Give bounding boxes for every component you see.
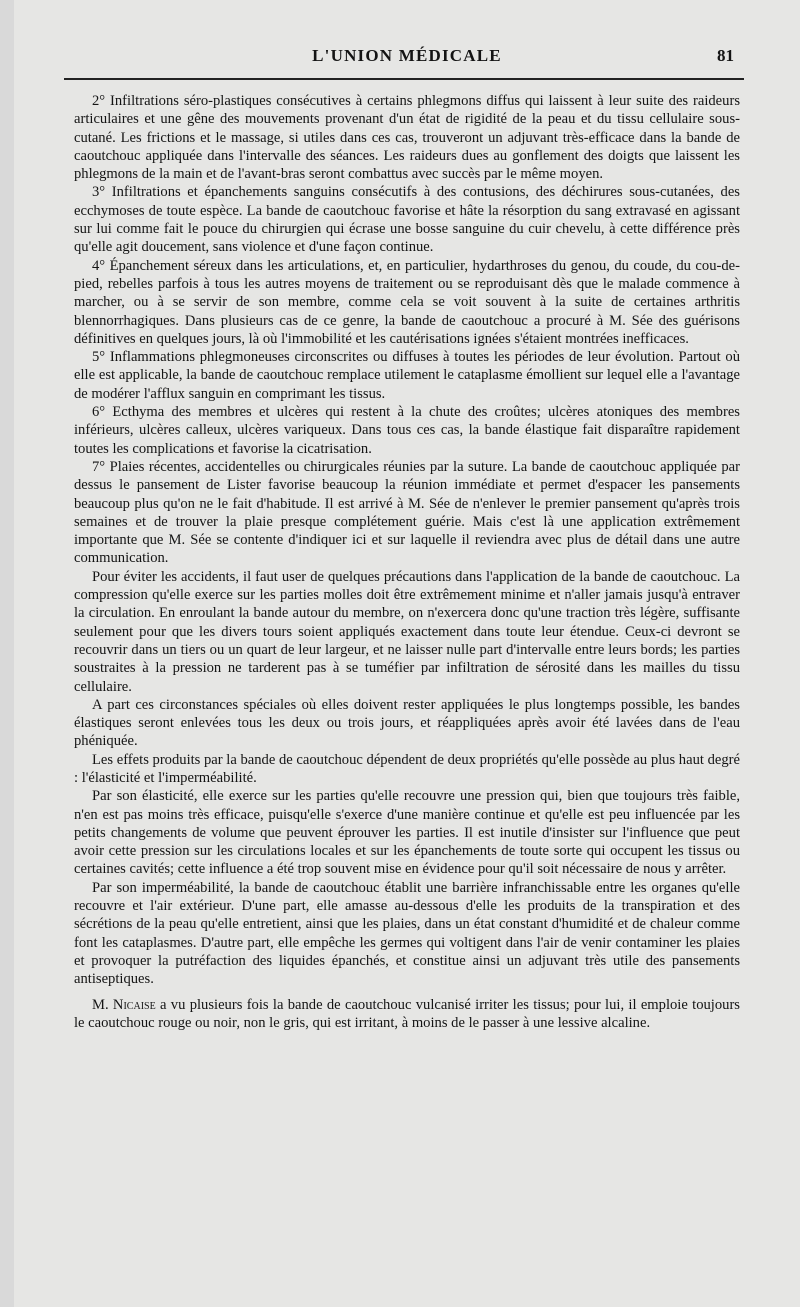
- paragraph: 4° Épanchement séreux dans les articulations, et, en particulier, hydarthroses du genou, du coude, du cou-de-pied, rebelles parfois à tous les autres moyens de traitement ou se reproduisant dès que le malade commence à marcher, ou à se servir de son membre, comme cela se voit souvent à la suite de certaines arthritis blennorrhagiques. Dans plusieurs cas de ce genre, la bande de caoutchouc a procuré à M. Sée des guérisons définitives en quelques jours, là où l'immobilité et les cautérisations ignées s'étaient montrées inefficaces.: [74, 257, 740, 347]
- speaker-name: M. Nicaise: [92, 996, 156, 1013]
- page-number: 81: [717, 46, 734, 65]
- paragraph: A part ces circonstances spéciales où elles doivent rester appliquées le plus longtemps possible, les bandes élastiques seront enlevées tous les deux ou trois jours, et réappliquées après avoir été lavées dans de l'eau phéniquée.: [74, 696, 740, 750]
- paragraph: Par son élasticité, elle exerce sur les parties qu'elle recouvre une pression qui, bien que toujours très faible, n'en est pas moins très efficace, puisqu'elle s'exerce d'une manière continue et qu'elle est peu influencée par les petits changements de volume que peuvent éprouver les parties. Il est inutile d'insister sur l'influence que peut avoir cette pression sur les circulations locales et sur les épanchements de toute sorte qui occupent les tissus ou certaines cavités; cette influence a été trop souvent mise en évidence pour qu'il soit nécessaire de nous y arrêter.: [74, 788, 740, 878]
- article-body: [74, 92, 740, 1032]
- paragraph: 6° Ecthyma des membres et ulcères qui restent à la chute des croûtes; ulcères atoniques des membres inférieurs, ulcères calleux, ulcères variqueux. Dans tous ces cas, la bande élastique fait disparaître rapidement toutes les complications et favorise la cicatrisation.: [74, 404, 740, 457]
- closing-paragraph: [74, 996, 740, 1033]
- header-rule: [64, 78, 744, 80]
- paragraph: Par son imperméabilité, la bande de caoutchouc établit une barrière infranchissable entre les organes qu'elle recouvre et l'air extérieur. D'une part, elle amasse au-dessous d'elle les produits de la transpiration et des sécrétions de la peau qu'elle entretient, ainsi que les plaies, dans un état constant d'humidité et de chaleur comme font les cataplasmes. D'autre part, elle empêche les germes qui voltigent dans l'air de venir contaminer les plaies et provoquer la putréfaction des liquides épanchés, et constitue ainsi un adjuvant très utile des pansements antiseptiques.: [74, 879, 740, 988]
- closing-text: a vu plusieurs fois la bande de caoutchouc vulcanisé irriter les tissus; pour lui, il emploie toujours le caoutchouc rouge ou noir, non le gris, qui est irritant, à moins de le passer à une lessive alcaline.: [74, 996, 740, 1031]
- paragraph: Pour éviter les accidents, il faut user de quelques précautions dans l'application de la bande de caoutchouc. La compression qu'elle exerce sur les parties molles doit être extrêmement minime et n'aller jamais jusqu'à entraver la circulation. En enroulant la bande autour du membre, on n'exercera donc qu'une traction très légère, suffisante seulement pour que les divers tours soient appliqués exactement dans toute leur étendue. Ceux-ci devront se recouvrir dans un tiers ou un quart de leur largeur, et ne laisser nulle part d'intervalle entre leurs bords; les parties soustraites à la pression ne tarderent pas à se tuméfier par infiltration de sérosité dans les mailles du tissu cellulaire.: [74, 568, 740, 695]
- paragraph: 5° Inflammations phlegmoneuses circonscrites ou diffuses à toutes les périodes de leur évolution. Partout où elle est applicable, la bande de caoutchouc remplace utilement le cataplasme émollient sur lequel elle a l'avantage de modérer l'afflux sanguin en comprimant les tissus.: [74, 349, 740, 402]
- paragraph: 2° Infiltrations séro-plastiques consécutives à certains phlegmons diffus qui laissent à leur suite des raideurs articulaires et une gêne des mouvements provenant d'un état de rigidité de la peau et du tissu cellulaire sous-cutané. Les frictions et le massage, si utiles dans ces cas, trouveront un adjuvant très-efficace dans la bande de caoutchouc appliquée dans l'intervalle des séances. Les raideurs dues au gonflement des doigts que laissent les phlegmons de la main et de l'avant-bras seront combattus avec succès par le même moyen.: [74, 93, 740, 183]
- page-header: [74, 46, 740, 76]
- paragraph: 7° Plaies récentes, accidentelles ou chirurgicales réunies par la suture. La bande de caoutchouc appliquée par dessus le pansement de Lister favorise beaucoup la réunion immédiate et permet d'espacer les pansements beaucoup plus qu'on ne le fait d'habitude. Il est arrivé à M. Sée de n'enlever le premier pansement qu'après trois semaines et de trouver la plaie presque complétement guérie. Mais c'est là une application extrêmement importante que M. Sée se contente d'indiquer ici et sur laquelle il reviendra avec plus de détail dans une autre communication.: [74, 458, 740, 567]
- paragraph: 3° Infiltrations et épanchements sanguins consécutifs à des contusions, des déchirures sous-cutanées, des ecchymoses de toute espèce. La bande de caoutchouc favorise et hâte la résorption du sang extravasé en agissant sur lui comme fait le pouce du chirurgien qui écrase une bosse sanguine du cuir chevelu, à cette différence près qu'elle agit doucement, sans violence et d'une façon continue.: [74, 184, 740, 256]
- running-title: L'UNION MÉDICALE: [312, 46, 502, 65]
- paragraph: Les effets produits par la bande de caoutchouc dépendent de deux propriétés qu'elle possède au plus haut degré : l'élasticité et l'imperméabilité.: [74, 751, 740, 786]
- journal-page: [14, 0, 800, 1307]
